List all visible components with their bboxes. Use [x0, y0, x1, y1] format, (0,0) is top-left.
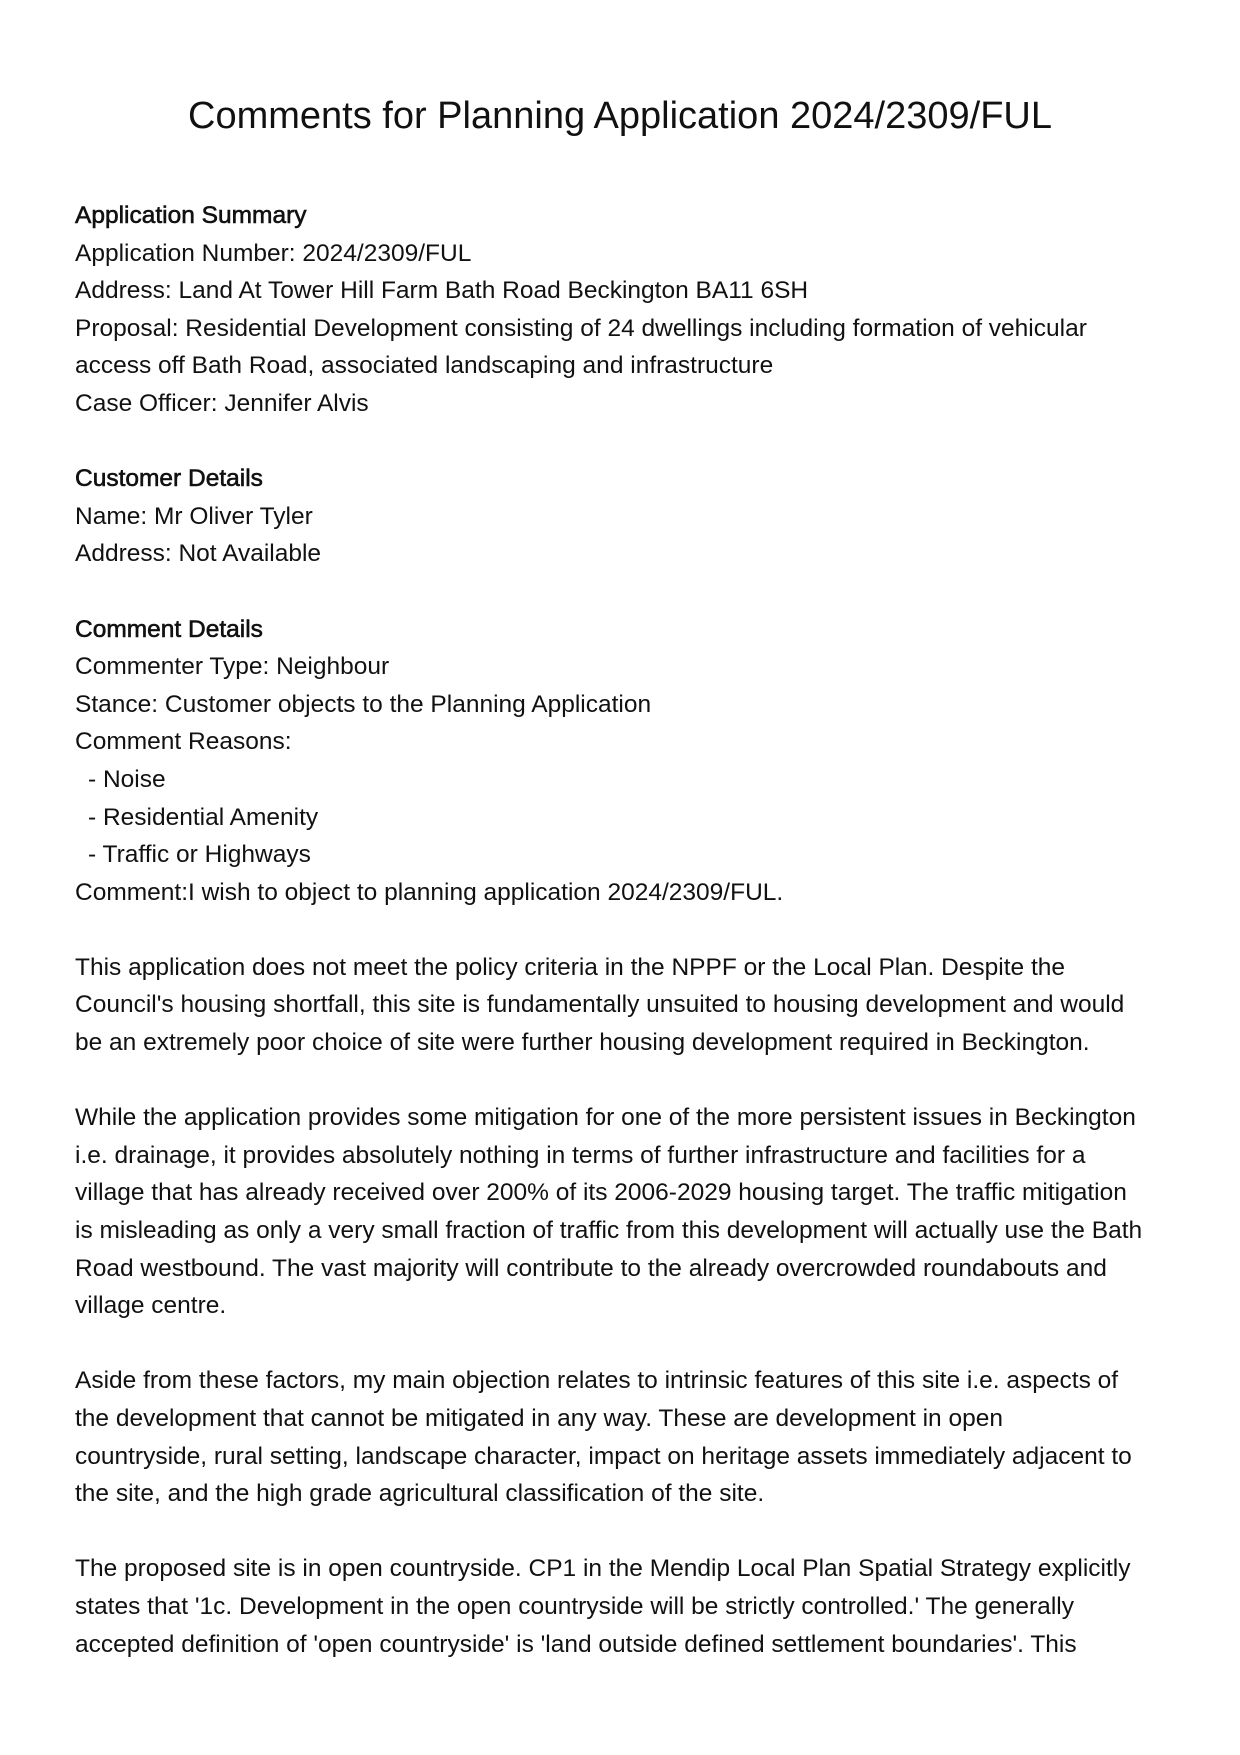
document-content — [75, 197, 1185, 1663]
spacer — [75, 423, 1185, 461]
comment-reason-item: - Traffic or Highways — [88, 841, 311, 869]
comment-details-section — [75, 611, 1185, 912]
spacer — [75, 573, 1185, 611]
paragraph-line: village that has already received over 200% of its 2006-2029 housing target. The traffic mitigation — [75, 1179, 1127, 1207]
application-summary-section — [75, 197, 1185, 423]
comment-paragraph — [75, 949, 1185, 1062]
proposal-line: Proposal: Residential Development consisting of 24 dwellings including formation of vehicular — [75, 314, 1087, 342]
stance: Stance: Customer objects to the Planning Application — [75, 690, 652, 718]
paragraph-line: the development that cannot be mitigated in any way. These are development in open — [75, 1405, 1003, 1432]
customer-details-heading: Customer Details — [75, 465, 263, 493]
paragraph-line: states that '1c. Development in the open countryside will be strictly controlled.' The generally — [75, 1592, 1074, 1620]
spacer — [75, 1062, 1185, 1100]
customer-address: Address: Not Available — [75, 540, 322, 568]
application-address: Address: Land At Tower Hill Farm Bath Road Beckington BA11 6SH — [75, 277, 809, 305]
paragraph-line: i.e. drainage, it provides absolutely nothing in terms of further infrastructure and facilities for a — [75, 1141, 1086, 1169]
proposal-line: access off Bath Road, associated landscaping and infrastructure — [75, 352, 774, 380]
comment-paragraph — [75, 1550, 1185, 1663]
case-officer: Case Officer: Jennifer Alvis — [75, 389, 369, 417]
spacer — [75, 1513, 1185, 1551]
paragraph-line: This application does not meet the policy criteria in the NPPF or the Local Plan. Despite the — [75, 953, 1066, 981]
paragraph-line: village centre. — [75, 1292, 227, 1320]
application-summary-heading: Application Summary — [75, 202, 307, 229]
paragraph-line: Aside from these factors, my main objection relates to intrinsic features of this site i.e. aspects of — [75, 1367, 1119, 1395]
comment-paragraph — [75, 1099, 1185, 1325]
paragraph-line: The proposed site is in open countryside. CP1 in the Mendip Local Plan Spatial Strategy explicitly — [75, 1555, 1131, 1583]
comment-reason-item: - Noise — [88, 765, 166, 793]
paragraph-line: Road westbound. The vast majority will contribute to the already overcrowded roundabouts and — [75, 1254, 1107, 1282]
comment-reasons-label: Comment Reasons: — [75, 728, 292, 756]
page-title: Comments for Planning Application 2024/2309/FUL — [188, 95, 1052, 137]
paragraph-line: is misleading as only a very small fraction of traffic from this development will actually use the Bath — [75, 1217, 1143, 1245]
comment-reason-item: - Residential Amenity — [88, 803, 319, 831]
paragraph-line: While the application provides some mitigation for one of the more persistent issues in Beckington — [75, 1104, 1136, 1132]
comment-paragraph — [75, 1362, 1185, 1512]
paragraph-line: the site, and the high grade agricultural classification of the site. — [75, 1480, 765, 1508]
commenter-type: Commenter Type: Neighbour — [75, 653, 390, 681]
paragraph-line: accepted definition of 'open countryside' is 'land outside defined settlement boundaries'. This — [75, 1630, 1077, 1658]
application-number: Application Number: 2024/2309/FUL — [75, 239, 472, 267]
spacer — [75, 911, 1185, 949]
customer-name: Name: Mr Oliver Tyler — [75, 502, 313, 530]
paragraph-line: be an extremely poor choice of site were further housing development required in Beckington. — [75, 1029, 1090, 1057]
comment-intro: Comment:I wish to object to planning application 2024/2309/FUL. — [75, 878, 784, 906]
customer-details-section — [75, 460, 1185, 573]
paragraph-line: countryside, rural setting, landscape character, impact on heritage assets immediately adjacent to — [75, 1442, 1132, 1470]
paragraph-line: Council's housing shortfall, this site is fundamentally unsuited to housing development and would — [75, 991, 1125, 1019]
comment-details-heading: Comment Details — [75, 615, 263, 643]
spacer — [75, 1325, 1185, 1363]
